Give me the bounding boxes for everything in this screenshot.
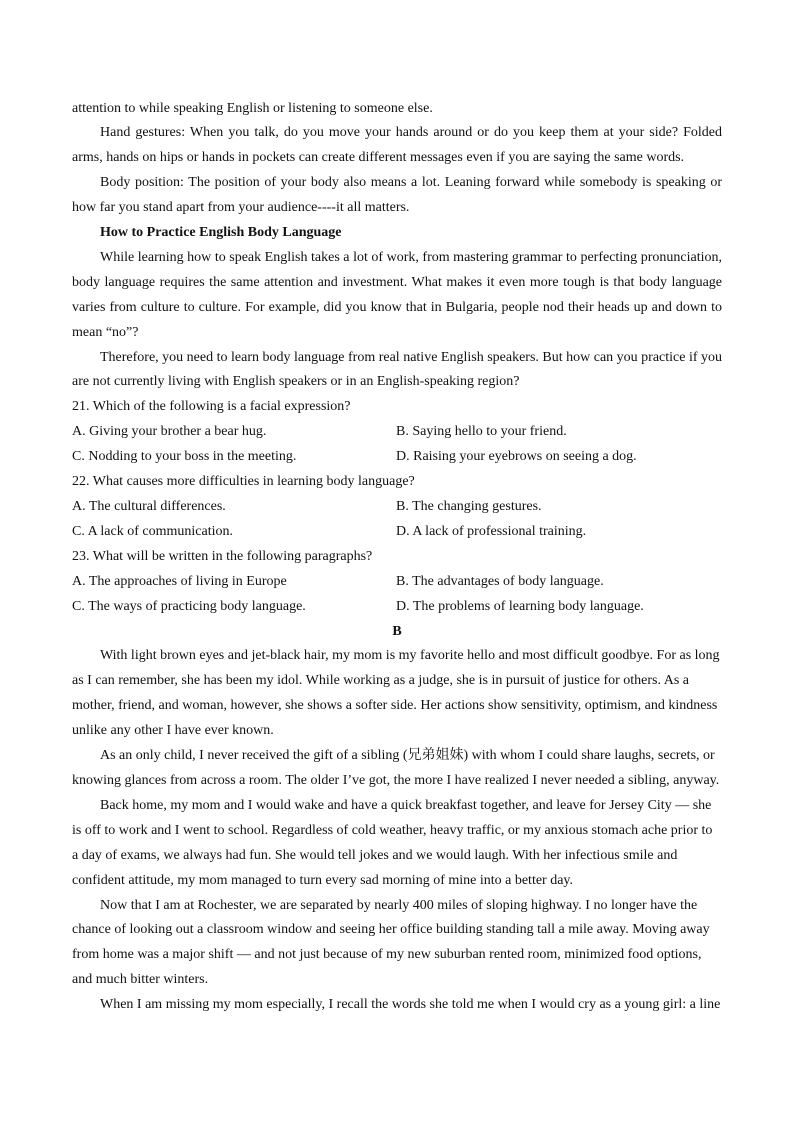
question-21: [72, 395, 722, 470]
option-c: C. The ways of practicing body language.: [72, 598, 306, 614]
option-a: A. The approaches of living in Europe: [72, 573, 287, 589]
section-heading: How to Practice English Body Language: [100, 225, 342, 241]
option-b: B. Saying hello to your friend.: [396, 424, 567, 440]
options-row: [72, 570, 722, 595]
option-b: B. The advantages of body language.: [396, 573, 604, 589]
paragraph-b-5: When I am missing my mom especially, I recall the words she told me when I would cry as a young girl: a line: [100, 997, 721, 1013]
document-page: [72, 97, 722, 1019]
option-a: A. The cultural differences.: [72, 499, 226, 514]
option-c: C. A lack of communication.: [72, 523, 233, 539]
question-stem: 23. What will be written in the following paragraphs?: [72, 548, 373, 564]
passage-a-continuation: attention to while speaking English or listening to someone else.: [72, 100, 433, 116]
paragraph-body-position: Body position: The position of your body also means a lot. Leaning forward while somebody is speaking or how far you stand apart from your audience----it all matters.: [72, 175, 722, 216]
question-23: [72, 545, 722, 620]
section-b-label: B: [392, 623, 402, 639]
question-stem: 21. Which of the following is a facial expression?: [72, 399, 351, 415]
paragraph-b-4: Now that I am at Rochester, we are separated by nearly 400 miles of sloping highway. I no longer have the chance of looking out a classroom window and seeing her office building standing tall a mile away. Moving away from home was a major shift — and not just because of my new suburban rented room, minimized food options, and much bitter winters.: [72, 897, 710, 988]
paragraph-practice-1: While learning how to speak English takes a lot of work, from mastering grammar to perfecting pronunciation, body language requires the same attention and investment. What makes it even more tough is that body language varies from culture to culture. For example, did you know that in Bulgaria, people nod their heads up and down to mean “no”?: [72, 249, 722, 340]
options-row: [72, 445, 722, 470]
options-row: [72, 420, 722, 445]
options-row: [72, 495, 722, 520]
options-row: [72, 520, 722, 545]
paragraph-b-1: With light brown eyes and jet-black hair, my mom is my favorite hello and most difficult goodbye. For as long as I can remember, she has been my idol. While working as a judge, she is in pursuit of justice for others. As a mother, friend, and woman, however, she shows a softer side. Her actions show sensitivity, optimism, and kindness unlike any other I have ever known.: [72, 648, 720, 739]
paragraph-hand-gestures: Hand gestures: When you talk, do you move your hands around or do you keep them at your side? Folded arms, hands on hips or hands in pockets can create different messages even if you are saying the same words.: [72, 125, 722, 166]
option-c: C. Nodding to your boss in the meeting.: [72, 449, 297, 465]
paragraph-b-3: Back home, my mom and I would wake and have a quick breakfast together, and leave for Jersey City — she is off to work and I went to school. Regardless of cold weather, heavy traffic, or my anxious stomach ache prior to a day of exams, we always had fun. She would tell jokes and we would laugh. With her infectious smile and confident attitude, my mom managed to turn every sad morning of mine into a better day.: [72, 797, 713, 888]
option-d: D. The problems of learning body language.: [396, 598, 644, 614]
option-d: D. Raising your eyebrows on seeing a dog.: [396, 449, 637, 465]
option-b: B. The changing gestures.: [396, 499, 542, 514]
option-d: D. A lack of professional training.: [396, 523, 587, 539]
paragraph-b-2: As an only child, I never received the gift of a sibling (兄弟姐妹) with whom I could share laughs, secrets, or knowing glances from across a room. The older I’ve got, the more I have realized I never needed a sibling, anyway.: [72, 748, 720, 788]
options-row: [72, 595, 722, 620]
question-22: [72, 470, 722, 545]
paragraph-practice-2: Therefore, you need to learn body language from real native English speakers. But how can you practice if you are not currently living with English speakers or in an English-speaking region?: [72, 349, 723, 390]
question-stem: 22. What causes more difficulties in learning body language?: [72, 474, 415, 490]
option-a: A. Giving your brother a bear hug.: [72, 424, 267, 440]
